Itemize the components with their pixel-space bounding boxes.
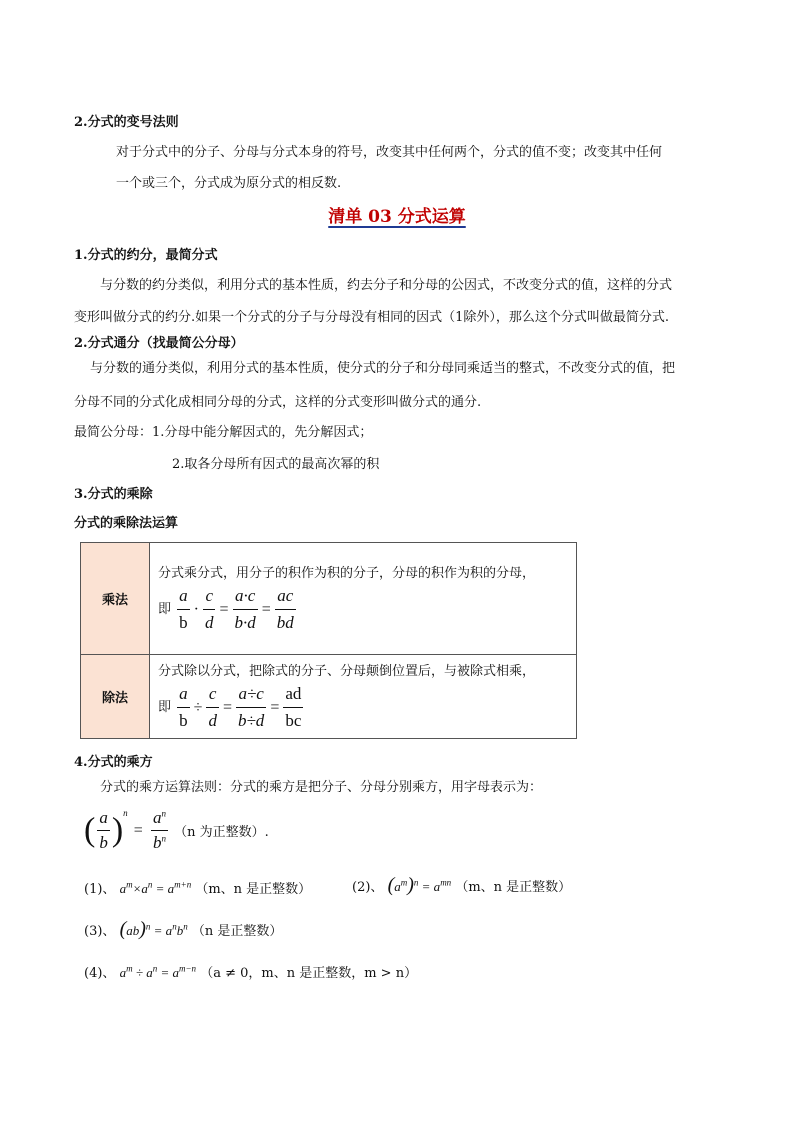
reduce-line1: 与分数的约分类似，利用分式的基本性质，约去分子和分母的公因式，不改变分式的值，这样的分式: [100, 278, 673, 293]
fraction-quotient: $\frac{a\div c}{b\div d}$: [237, 684, 265, 730]
rule-1-label: (1)、: [84, 882, 116, 897]
fraction-ad-over-bc: $\frac{ad}{bc}$: [285, 684, 302, 730]
reduce-heading: 1.分式的约分，最简分式: [74, 248, 218, 263]
lcd-step1: 最简公分母：1.分母中能分解因式的，先分解因式；: [74, 425, 373, 440]
div-formula: 即 $\frac{a}{b}$ ÷ $\frac{c}{d}$ = $\frac{a\div c}{b\div d}$ = $\frac{ad}{bc}$: [158, 684, 302, 730]
lcd-step2: 2.取各分母所有因式的最高次幂的积: [172, 457, 380, 472]
rule-3: (3)、 $(ab)^n = a^nb^n$ （n 是正整数）: [84, 918, 283, 940]
power-rule: 分式的乘方运算法则：分式的乘方是把分子、分母分别乘方，用字母表示为：: [100, 780, 543, 795]
muldiv-heading: 3.分式的乘除: [74, 487, 153, 502]
power-condition: （n 为正整数）.: [174, 825, 269, 840]
div-text: 分式除以分式，把除式的分子、分母颠倒位置后，与被除式相乘，: [158, 664, 536, 679]
common-line1: 与分数的通分类似，利用分式的基本性质，使分式的分子和分母同乘适当的整式，不改变分式的值，把: [90, 361, 676, 376]
rule-2-label: (2)、: [352, 880, 384, 895]
div-label: 除法: [81, 655, 150, 739]
rule-3-label: (3)、: [84, 924, 116, 939]
fraction-a-over-b-3: $\frac{a}{b}$: [99, 808, 108, 852]
fraction-a-over-b: $\frac{a}{b}$: [179, 586, 188, 632]
rule-4: (4)、 $a^m \div a^n = a^{m-n}$ （a ≠ 0，m、n 是正整数，m > n）: [84, 963, 418, 981]
division-row: [81, 655, 577, 739]
div-prefix: 即: [158, 700, 172, 715]
power-formula: ( $\frac{a}{b}$ )$^n$ = $\frac{a^n}{b^n}$ （n 为正整数）.: [84, 808, 269, 852]
rule-3-condition: （n 是正整数）: [191, 924, 283, 939]
rule-2-condition: （m、n 是正整数）: [455, 880, 572, 895]
common-denominator-heading: 2.分式通分（找最简公分母）: [74, 336, 244, 351]
sign-rule-line2: 一个或三个，分式成为原分式的相反数.: [116, 176, 342, 191]
div-content: [150, 655, 577, 739]
sign-rule-heading: 2.分式的变号法则: [74, 115, 179, 130]
rule-1-condition: （m、n 是正整数）: [195, 882, 312, 897]
common-line2: 分母不同的分式化成相同分母的分式，这样的分式变形叫做分式的通分.: [74, 395, 482, 410]
power-heading: 4.分式的乘方: [74, 755, 153, 770]
mul-prefix: 即: [158, 602, 172, 617]
mul-text: 分式乘分式，用分子的积作为积的分子，分母的积作为积的分母，: [158, 566, 536, 581]
muldiv-subheading: 分式的乘除法运算: [74, 516, 179, 531]
fraction-product: $\frac{a\cdot c}{b\cdot d}$: [234, 586, 256, 632]
fraction-ac-over-bd: $\frac{ac}{bd}$: [276, 586, 294, 632]
fraction-c-over-d-2: $\frac{c}{d}$: [208, 684, 217, 730]
fraction-a-over-b-2: $\frac{a}{b}$: [179, 684, 188, 730]
mul-content: [150, 543, 577, 655]
rule-1: (1)、 $a^m\times a^n = a^{m+n}$ （m、n 是正整数）: [84, 879, 312, 897]
mul-formula: 即 $\frac{a}{b}$ · $\frac{c}{d}$ = $\frac{a\cdot c}{b\cdot d}$ = $\frac{ac}{bd}$: [158, 586, 294, 632]
fraction-an-over-bn: $\frac{a^n}{b^n}$: [152, 808, 166, 852]
rule-4-label: (4)、: [84, 966, 116, 981]
mul-label: 乘法: [81, 543, 150, 655]
rule-2: (2)、 $(a^m)^n = a^{mn}$ （m、n 是正整数）: [352, 874, 572, 896]
section-title: 清单 03 分式运算: [328, 207, 466, 227]
muldiv-table: [80, 542, 577, 739]
multiplication-row: [81, 543, 577, 655]
reduce-line2: 变形叫做分式的约分.如果一个分式的分子与分母没有相同的因式（1除外），那么这个分式叫做最简分式.: [74, 310, 670, 325]
rule-4-condition: （a ≠ 0，m、n 是正整数，m > n）: [200, 966, 418, 981]
sign-rule-line1: 对于分式中的分子、分母与分式本身的符号，改变其中任何两个，分式的值不变；改变其中任何: [116, 145, 663, 160]
fraction-c-over-d: $\frac{c}{d}$: [204, 586, 214, 632]
